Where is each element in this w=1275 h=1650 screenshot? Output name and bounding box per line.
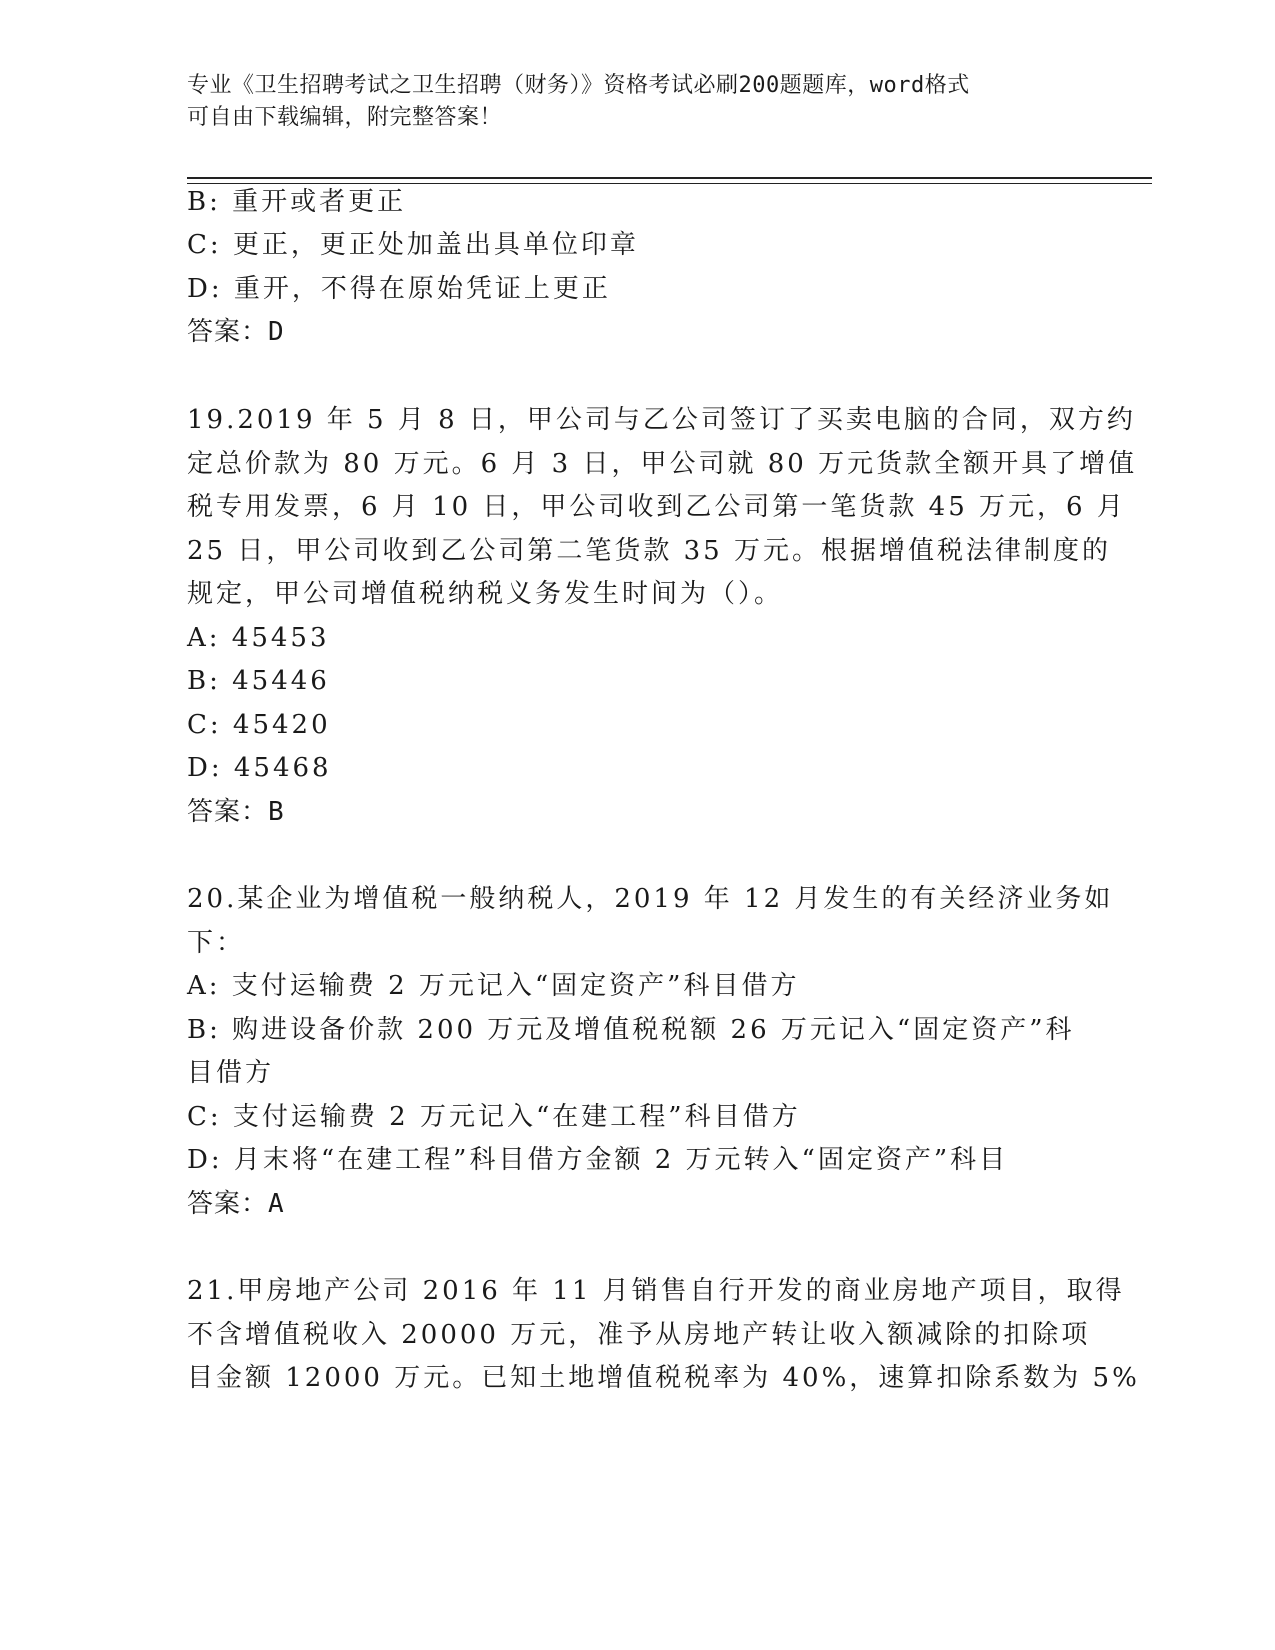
q18-option-b: B: 重开或者更正 <box>187 187 407 217</box>
header-title-line-2: 可自由下载编辑，附完整答案！ <box>187 105 503 130</box>
q19-option-c: C: 45420 <box>187 710 331 740</box>
q21-text-line-1: 21.甲房地产公司 2016 年 11 月销售自行开发的商业房地产项目，取得 <box>187 1276 1125 1306</box>
q19-text-line-1: 19.2019 年 5 月 8 日，甲公司与乙公司签订了买卖电脑的合同，双方约 <box>187 405 1136 435</box>
q19-text-line-2: 定总价款为 80 万元。6 月 3 日，甲公司就 80 万元货款全额开具了增值 <box>187 449 1138 479</box>
q20-option-d: D: 月末将“在建工程”科目借方金额 2 万元转入“固定资产”科目 <box>187 1145 1009 1175</box>
q19-text-line-5: 规定，甲公司增值税纳税义务发生时间为（）。 <box>187 579 784 609</box>
q20-answer: 答案：A <box>187 1189 285 1219</box>
header-title-line-1: 专业《卫生招聘考试之卫生招聘（财务）》资格考试必刷200题题库，word格式 <box>187 73 970 98</box>
q18-answer: 答案：D <box>187 317 285 347</box>
q19-option-a: A: 45453 <box>187 623 330 653</box>
q20-option-a: A: 支付运输费 2 万元记入“固定资产”科目借方 <box>187 971 800 1001</box>
q20-text-line-2: 下： <box>187 928 246 958</box>
q21-text-line-3: 目金额 12000 万元。已知土地增值税税率为 40%，速算扣除系数为 5% <box>187 1363 1140 1393</box>
q18-option-d: D: 重开，不得在原始凭证上更正 <box>187 274 611 304</box>
q20-option-c: C: 支付运输费 2 万元记入“在建工程”科目借方 <box>187 1102 801 1132</box>
q18-option-c: C: 更正，更正处加盖出具单位印章 <box>187 230 639 260</box>
q19-option-b: B: 45446 <box>187 666 330 696</box>
q19-text-line-4: 25 日，甲公司收到乙公司第二笔货款 35 万元。根据增值税法律制度的 <box>187 536 1111 566</box>
header-divider-thick <box>187 177 1152 179</box>
q19-text-line-3: 税专用发票，6 月 10 日，甲公司收到乙公司第一笔货款 45 万元，6 月 <box>187 492 1126 522</box>
q21-text-line-2: 不含增值税收入 20000 万元，准予从房地产转让收入额减除的扣除项 <box>187 1320 1091 1350</box>
q19-answer: 答案：B <box>187 797 285 827</box>
header-divider-thin <box>187 183 1152 184</box>
q20-option-b-line-2: 目借方 <box>187 1058 275 1088</box>
q20-option-b-line-1: B: 购进设备价款 200 万元及增值税税额 26 万元记入“固定资产”科 <box>187 1015 1075 1045</box>
document-header <box>187 70 1067 134</box>
q20-text-line-1: 20.某企业为增值税一般纳税人，2019 年 12 月发生的有关经济业务如 <box>187 884 1114 914</box>
q19-option-d: D: 45468 <box>187 753 332 783</box>
